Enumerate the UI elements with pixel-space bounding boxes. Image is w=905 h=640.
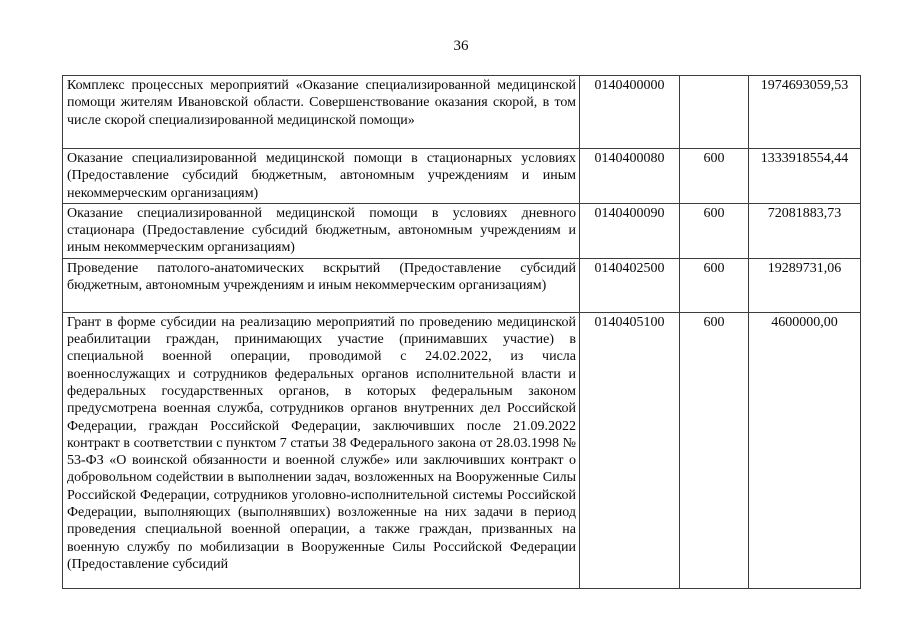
cell-budget-code: 0140400090	[580, 203, 680, 258]
cell-activity-name: Комплекс процессных мероприятий «Оказание специализированной медицинской помощи жителям Ивановской области. Совершенствование оказания скорой, в том числе скорой специализированной медицинской помощи»	[63, 76, 580, 149]
cell-activity-name: Проведение патолого-анатомических вскрытий (Предоставление субсидий бюджетным, автономным учреждениям и иным некоммерческим организациям)	[63, 258, 580, 312]
cell-budget-code: 0140400000	[580, 76, 680, 149]
table-row	[63, 258, 861, 312]
cell-expense-type	[680, 76, 749, 149]
cell-budget-code: 0140405100	[580, 312, 680, 588]
budget-table	[62, 75, 861, 589]
table-row	[63, 203, 861, 258]
cell-amount: 19289731,06	[749, 258, 861, 312]
budget-table-body	[63, 76, 861, 589]
cell-expense-type: 600	[680, 312, 749, 588]
cell-expense-type: 600	[680, 203, 749, 258]
cell-expense-type: 600	[680, 149, 749, 204]
table-row	[63, 76, 861, 149]
cell-amount: 1333918554,44	[749, 149, 861, 204]
table-row	[63, 149, 861, 204]
page-number: 36	[453, 38, 469, 54]
table-row	[63, 312, 861, 588]
cell-amount: 4600000,00	[749, 312, 861, 588]
cell-amount: 72081883,73	[749, 203, 861, 258]
cell-expense-type: 600	[680, 258, 749, 312]
cell-activity-name: Оказание специализированной медицинской помощи в условиях дневного стационара (Предоставление субсидий бюджетным, автономным учреждениям и иным некоммерческим организациям)	[63, 203, 580, 258]
cell-activity-name: Грант в форме субсидии на реализацию мероприятий по проведению медицинской реабилитации граждан, принимающих участие (принимавших участие) в специальной военной операции, проводимой с 24.02.2022, из числа военнослужащих и сотрудников федеральных органов исполнительной власти и федеральных государственных органов, в которых федеральным законом предусмотрена военная служба, сотрудников органов внутренних дел Российской Федерации, граждан Российской Федерации, заключивших после 21.09.2022 контракт в соответствии с пунктом 7 статьи 38 Федерального закона от 28.03.1998 № 53-ФЗ «О воинской обязанности и военной службе» или заключивших контракт о добровольном содействии в выполнении задач, возложенных на Вооруженные Силы Российской Федерации, сотрудников уголовно-исполнительной системы Российской Федерации, выполняющих (выполнявших) возложенные на них задачи в период проведения специальной военной операции, а также граждан, призванных на военную службу по мобилизации в Вооруженные Силы Российской Федерации (Предоставление субсидий	[63, 312, 580, 588]
cell-amount: 1974693059,53	[749, 76, 861, 149]
cell-budget-code: 0140400080	[580, 149, 680, 204]
cell-activity-name: Оказание специализированной медицинской помощи в стационарных условиях (Предоставление субсидий бюджетным, автономным учреждениям и иным некоммерческим организациям)	[63, 149, 580, 204]
cell-budget-code: 0140402500	[580, 258, 680, 312]
